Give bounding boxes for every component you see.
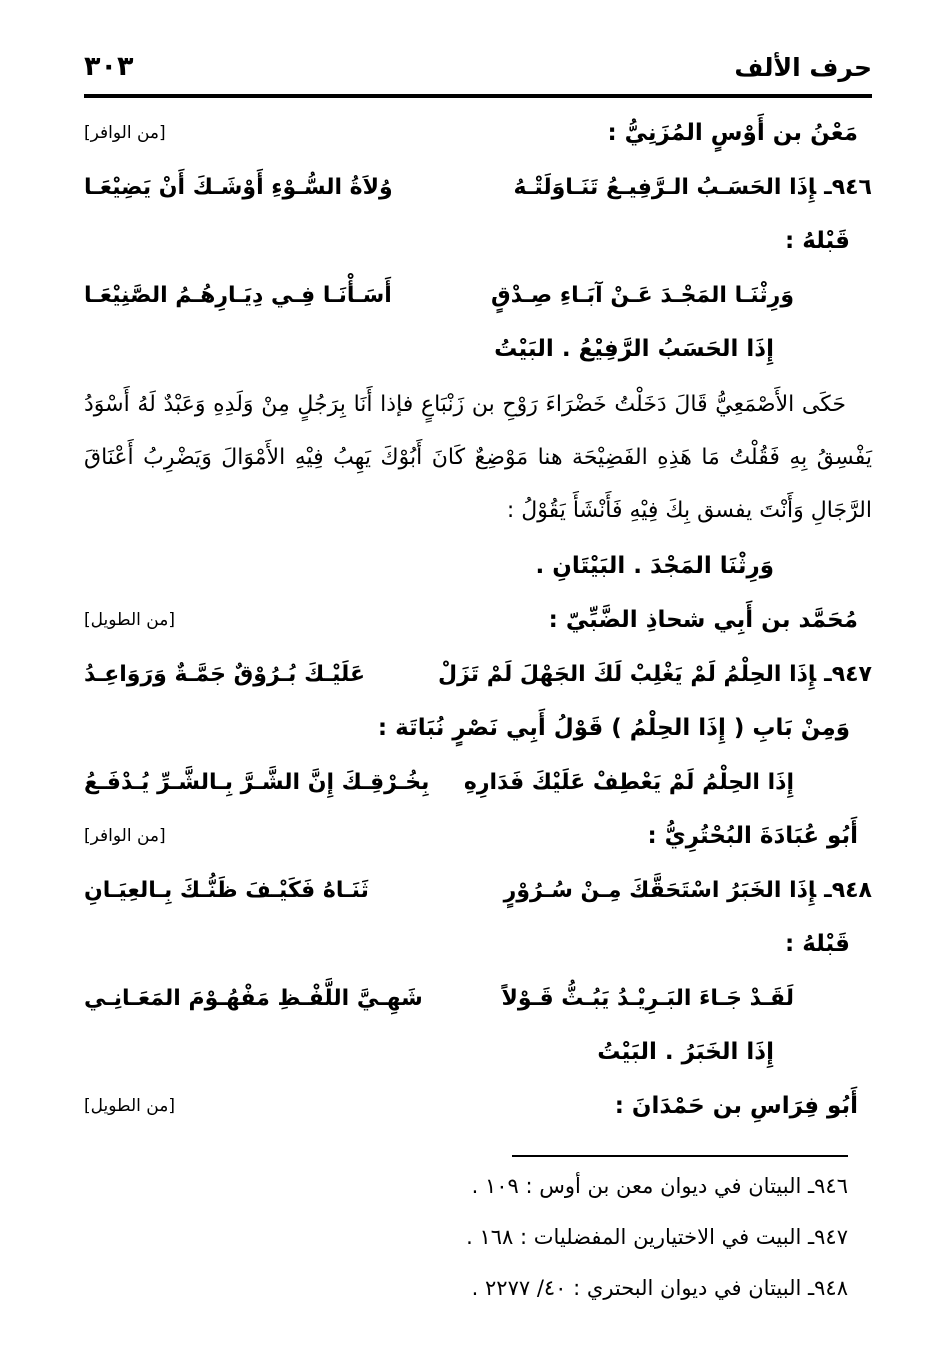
cite-line: [84, 539, 872, 593]
verse-left-hemistich: ثَنَـاهُ فَكَيْـفَ ظَنُّـكَ بِـالعِيَـانِ: [84, 877, 369, 903]
verse-left-hemistich: أَسَـأْنَـا فِـي دِيَـارِهُـمُ الصَّنِيْعَـا: [84, 282, 392, 308]
footnote-line: ٩٤٨ـ البيتان في ديوان البحتري : ٤٠/ ٢٢٧٧ .: [471, 1276, 848, 1300]
verse-line: [84, 268, 872, 322]
header-rule: [84, 94, 872, 98]
page-number: ٣٠٣: [84, 51, 134, 82]
verse-line: [84, 863, 872, 917]
chapter-title: حرف الألف: [734, 53, 872, 82]
meter-tag: [من الوافر]: [84, 123, 166, 143]
verse-left-hemistich: عَلَيْـكَ بُـرُوْقٌ جَمَّـةٌ وَرَوَاعِـدُ: [84, 661, 366, 687]
poet-name: مَعْنُ بن أَوْسٍ المُزَنِيُّ :: [607, 120, 858, 146]
cite-text: وَرِثْنَا المَجْدَ . البَيْتَانِ .: [535, 553, 774, 579]
footnote-line: ٩٤٦ـ البيتان في ديوان معن بن أوس : ١٠٩ .: [471, 1174, 848, 1198]
footnote-separator: [512, 1155, 848, 1157]
poet-line: [84, 809, 872, 863]
verse-line: [84, 755, 872, 809]
footnotes-block: [84, 1161, 872, 1314]
verse-right-hemistich: وَرِثْنَـا المَجْـدَ عَـنْ آبَـاءِ صِـدْقٍ: [491, 282, 794, 308]
verse-right-hemistich: [504, 878, 872, 903]
lead-line: [84, 701, 872, 755]
lead-text: قَبْلهُ :: [785, 228, 850, 254]
verse-left-hemistich: بِخُـرْقِـكَ إِنَّ الشَّـرَّ بِـالشَّـرِّ يُـدْفَـعُ: [84, 769, 430, 795]
verse-right-hemistich: إِذَا الحِلْمُ لَمْ يَعْطِفْ عَلَيْكَ فَدَارِهِ: [463, 769, 794, 795]
verse-line: [84, 160, 872, 214]
cite-text: إِذَا الحَسَبُ الرَّفِيْعُ . البَيْتُ: [494, 336, 774, 362]
poet-line: [84, 593, 872, 647]
verse-number: ٩٤٦ـ: [824, 174, 872, 200]
verse-left-hemistich: شَهِـيَّ اللَّفْـظِ مَفْهُـوْمَ المَعَـانِـي: [84, 985, 423, 1011]
verse-right-hemistich: [438, 662, 872, 687]
poet-name: أَبُو عُبَادَةَ البُحْتُرِيُّ :: [647, 823, 858, 849]
verse-line: [84, 647, 872, 701]
footnote-line: ٩٤٧ـ البيت في الاختيارين المفضليات : ١٦٨ .: [466, 1225, 848, 1249]
poet-name: أَبُو فِرَاسِ بن حَمْدَانَ :: [614, 1093, 858, 1119]
poet-name: مُحَمَّد بن أَبِي شحاذِ الضَّبِّيّ :: [548, 607, 858, 633]
lead-text: وَمِنْ بَابِ ( إِذَا الحِلْمُ ) قَوْلُ أَبِي نَصْرٍ نُبَاتَة :: [377, 715, 850, 741]
page-header: [84, 42, 872, 82]
lead-text: قَبْلهُ :: [785, 931, 850, 957]
cite-line: [84, 1025, 872, 1079]
verse-number: ٩٤٨ـ: [824, 877, 872, 903]
meter-tag: [من الوافر]: [84, 826, 166, 846]
meter-tag: [من الطويل]: [84, 610, 175, 630]
meter-tag: [من الطويل]: [84, 1096, 175, 1116]
verse-line: [84, 971, 872, 1025]
verse-right-text: إِذَا الخَبَرُ اسْتَحَقَّكَ مِـنْ سُـرُوْرٍ: [503, 877, 817, 903]
verse-left-hemistich: وُلاَةُ السُّـوْءِ أَوْشَـكَ أَنْ يَضِيْعَـا: [84, 174, 393, 200]
page-content: [84, 106, 872, 1133]
poet-line: [84, 106, 872, 160]
verse-right-hemistich: لَقَـدْ جَـاءَ البَـرِيْـدُ يَبُـثُّ قَـوْلاً: [501, 985, 794, 1011]
lead-line: [84, 214, 872, 268]
cite-text: إِذَا الخَبَرُ . البَيْتُ: [597, 1039, 774, 1065]
cite-line: [84, 322, 872, 376]
poet-line: [84, 1079, 872, 1133]
verse-number: ٩٤٧ـ: [824, 661, 872, 687]
verse-right-text: إِذَا الحَسَـبُ الـرَّفِيـعُ تَنَـاوَلَتْـهُ: [513, 174, 817, 200]
lead-line: [84, 917, 872, 971]
prose-paragraph: حَكَى الأَصْمَعِيُّ قَالَ دَخَلْتُ خَضْرَاءَ رَوْحِ بن زَنْبَاعٍ فإذا أَنَا بِرَجُلٍ مِنْ وَلَدِهِ وَعَبْدٌ لَهُ أَسْوَدُ يَفْسِقُ بِهِ فَقُلْتُ مَا هَذِهِ الفَضِيْحَة هنا مَوْضِعٌ كَانَ أَبُوْكَ يَهِبُ فِيْهِ الأَمْوَالَ وَيَضْرِبُ أَعْنَاقَ الرَّجَالِ وَأَنْتَ يفسق بِكَ فِيْهِ فَأَنْشَأَ يَقُوْلُ :: [84, 392, 872, 523]
verse-right-text: إِذَا الحِلْمُ لَمْ يَغْلِبْ لَكَ الجَهْلَ لَمْ تَزَلْ: [438, 661, 817, 687]
verse-right-hemistich: [514, 175, 873, 200]
